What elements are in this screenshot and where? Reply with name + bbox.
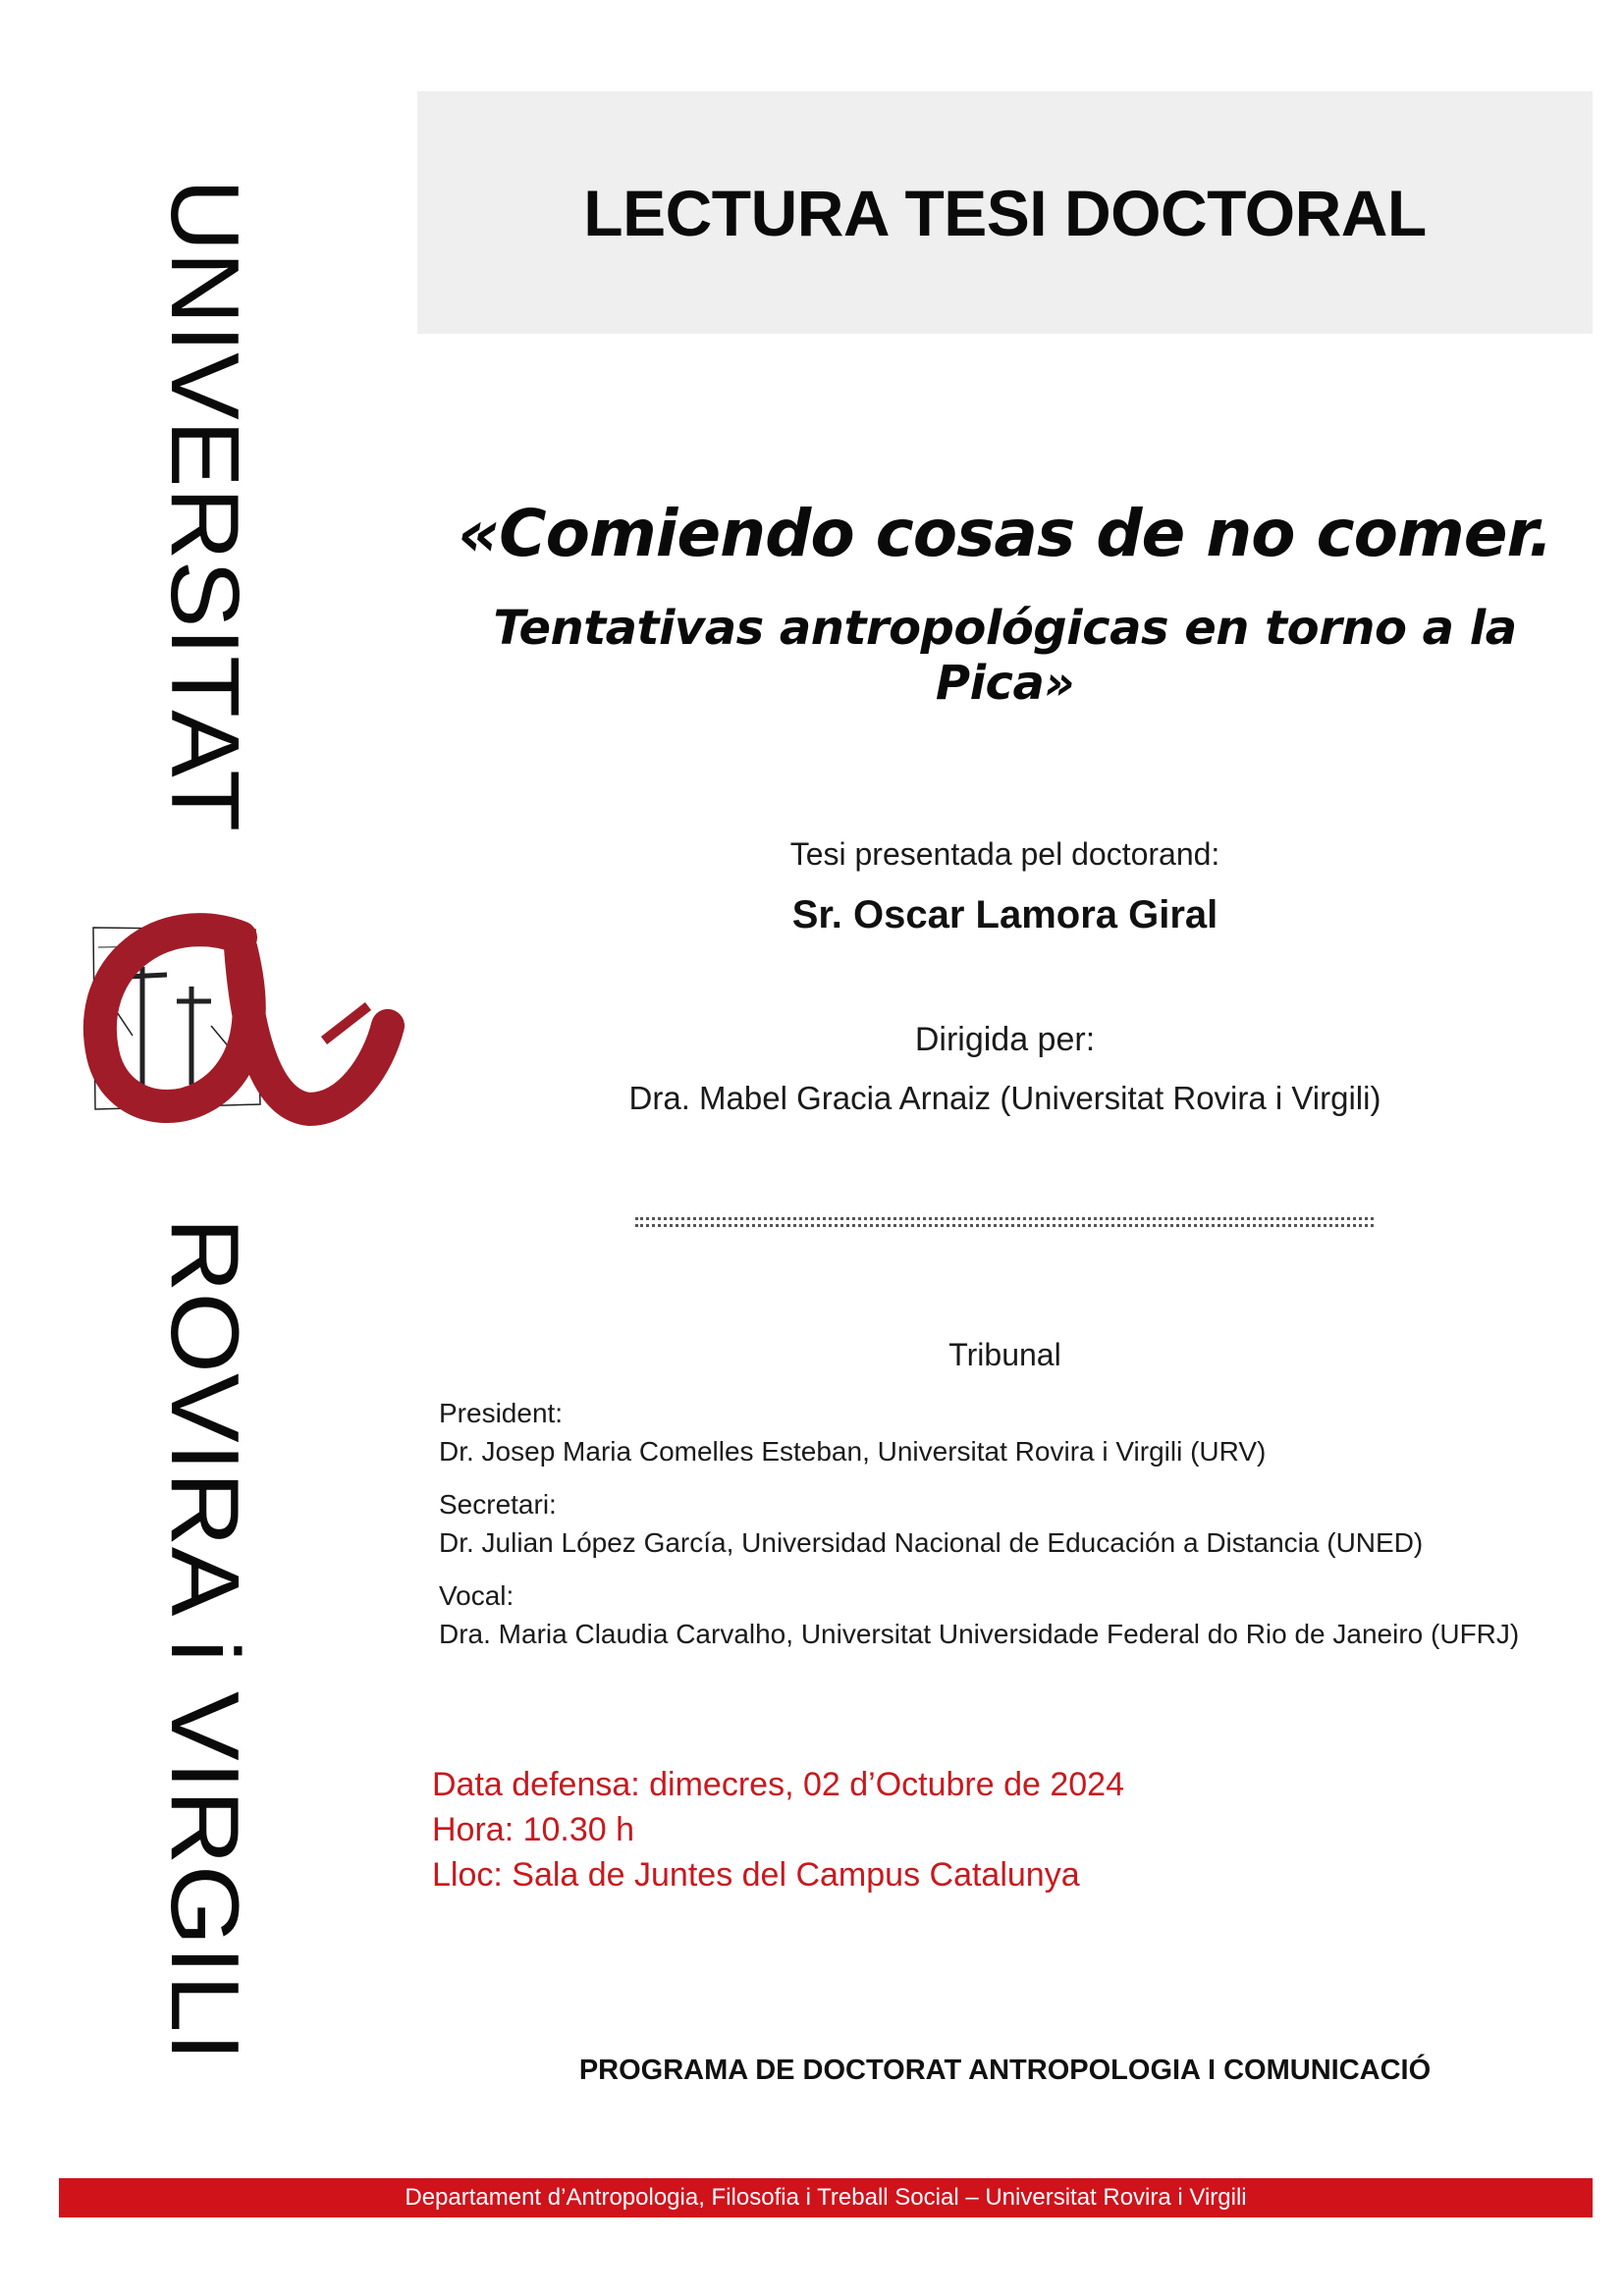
wordmark-rovira-i-virgili: ROVIRA i VIRGILI (151, 1217, 259, 1999)
thesis-title-line-2: Tentativas antropológicas en torno a la Pica» (493, 601, 1517, 711)
footer-department: Departament d’Antropologia, Filosofia i Treball Social – Universitat Rovira i Virgili (405, 2184, 1247, 2211)
tribunal-member-name: Dra. Maria Claudia Carvalho, Universitat Universidade Federal do Rio de Janeiro (UFRJ) (439, 1619, 1520, 1649)
tribunal-role: President: (439, 1398, 564, 1428)
header-banner (417, 91, 1593, 334)
tribunal-member-name: Dr. Josep Maria Comelles Esteban, Universitat Rovira i Virgili (URV) (439, 1436, 1267, 1467)
defense-date: Data defensa: dimecres, 02 d’Octubre de 2024 (432, 1766, 1124, 1803)
candidate-name: Sr. Oscar Lamora Giral (791, 893, 1218, 936)
wordmark-universitat: UNIVERSITAT (151, 179, 259, 801)
tribunal-role: Vocal: (439, 1580, 514, 1611)
tribunal-member (439, 1576, 1578, 1653)
tribunal-member (439, 1485, 1578, 1562)
footer-bar (59, 2178, 1593, 2217)
page-title: LECTURA TESI DOCTORAL (583, 176, 1427, 249)
tribunal-heading: Tribunal (948, 1337, 1061, 1372)
tribunal-member-name: Dr. Julian López García, Universidad Nacional de Educación a Distancia (UNED) (439, 1527, 1424, 1558)
university-logo-icon (74, 908, 407, 1153)
doctoral-program: PROGRAMA DE DOCTORAT ANTROPOLOGIA I COMUNICACIÓ (578, 2055, 1432, 2086)
candidate-label: Tesi presentada pel doctorand: (789, 836, 1220, 872)
thesis-title-line-1: «Comiendo cosas de no comer. (458, 496, 1552, 571)
tribunal-role: Secretari: (439, 1489, 557, 1520)
defense-time: Hora: 10.30 h (432, 1811, 635, 1848)
director-name: Dra. Mabel Gracia Arnaiz (Universitat Rovira i Virgili) (628, 1080, 1381, 1116)
defense-details (432, 1762, 1561, 1897)
defense-place: Lloc: Sala de Juntes del Campus Catalunya (432, 1856, 1080, 1894)
dotted-divider (635, 1217, 1374, 1227)
tribunal-member (439, 1394, 1578, 1470)
director-label: Dirigida per: (914, 1021, 1096, 1058)
tribunal-list (439, 1394, 1578, 1668)
